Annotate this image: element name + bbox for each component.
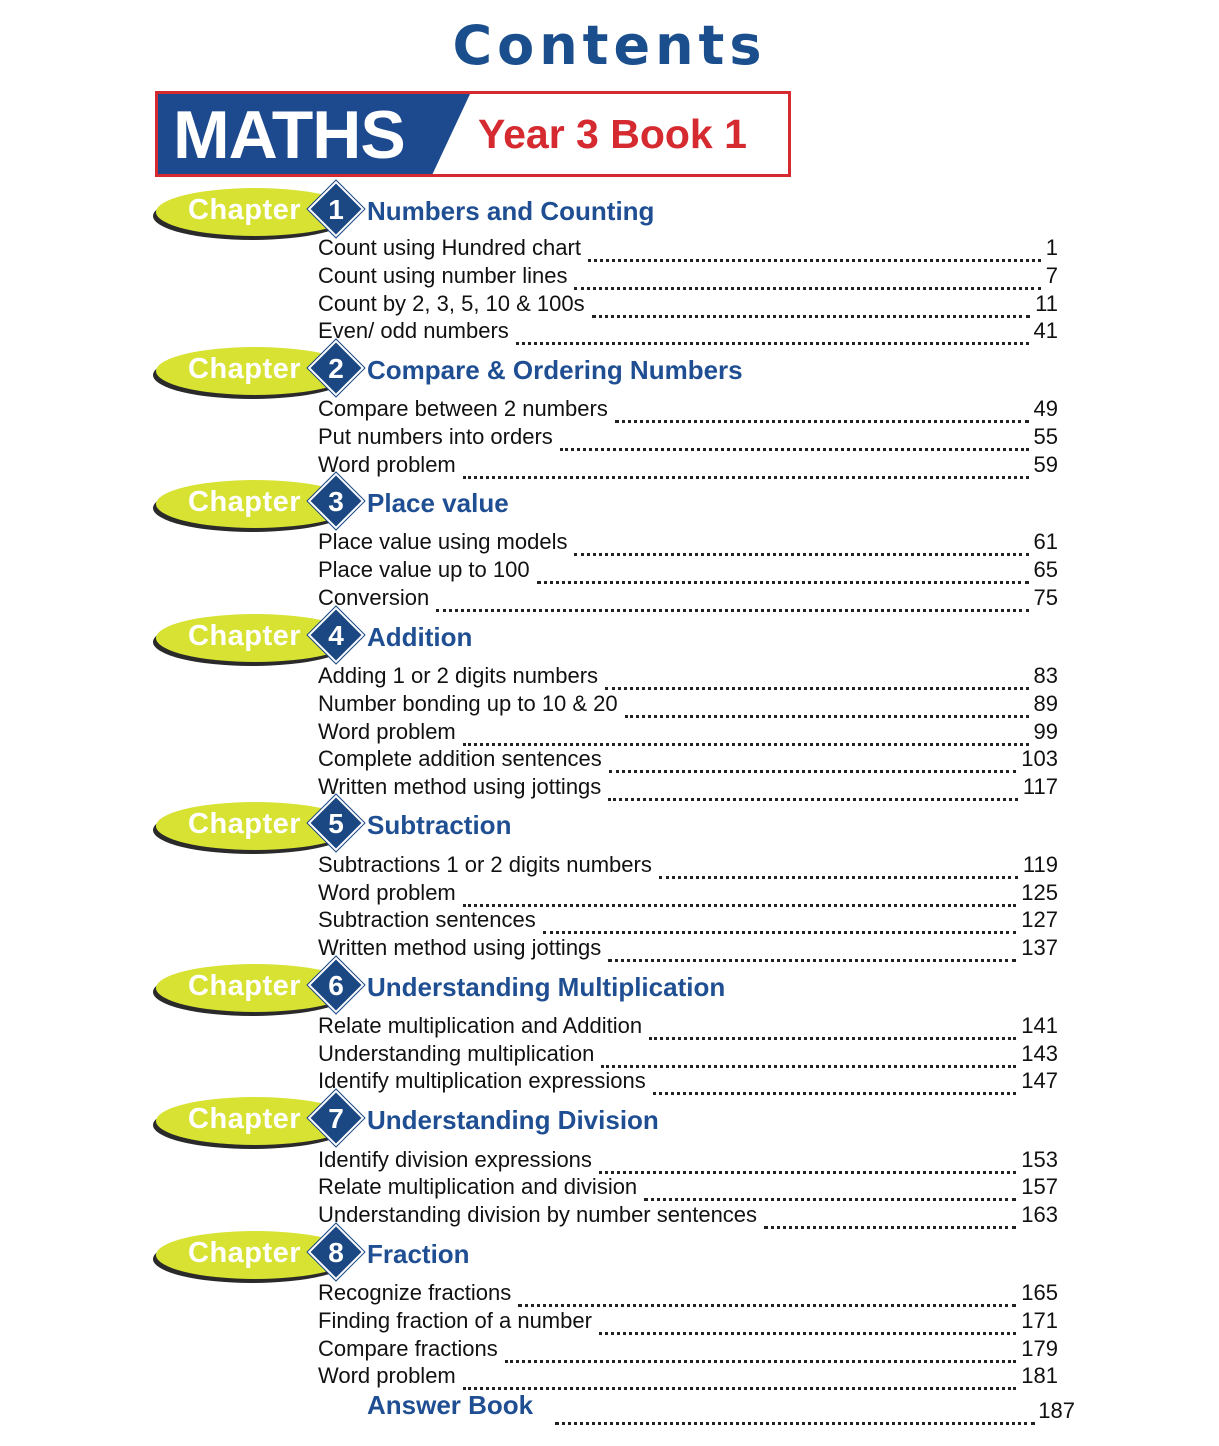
- entry-page: 143: [1021, 1041, 1058, 1066]
- entry-page: 117: [1022, 774, 1058, 799]
- entry-label: Put numbers into orders: [318, 424, 553, 449]
- entry-page: 181: [1021, 1363, 1058, 1388]
- entry-page: 163: [1021, 1202, 1058, 1227]
- chapter-number: 8: [328, 1237, 344, 1268]
- dot-leader: [555, 1402, 1035, 1425]
- entry-page: 119: [1022, 852, 1058, 877]
- toc-entry[interactable]: [318, 879, 1058, 907]
- toc-entry[interactable]: [318, 773, 1058, 801]
- dot-leader: [516, 322, 1029, 345]
- toc-entry[interactable]: [318, 584, 1058, 612]
- chapter-header: [154, 962, 854, 1018]
- dot-leader: [543, 911, 1017, 934]
- entry-label: Count using Hundred chart: [318, 235, 581, 260]
- chapter-number: 1: [328, 194, 344, 225]
- entry-page: 59: [1033, 452, 1058, 477]
- toc-entry[interactable]: [318, 234, 1058, 262]
- chapter-word: Chapter: [188, 353, 302, 385]
- chapter-title[interactable]: Compare & Ordering Numbers: [367, 355, 743, 385]
- chapter-header: [154, 478, 854, 534]
- entry-page: 103: [1021, 746, 1058, 771]
- book-banner: [155, 91, 791, 177]
- entry-label: Understanding division by number sentences: [318, 1202, 758, 1227]
- entry-page: 1: [1045, 235, 1058, 260]
- entry-label: Count using number lines: [318, 263, 568, 288]
- toc-entry[interactable]: [318, 395, 1058, 423]
- chapter-word: Chapter: [188, 1237, 302, 1269]
- dot-leader: [463, 884, 1017, 907]
- entry-page: 171: [1021, 1308, 1058, 1333]
- toc-entry[interactable]: [318, 317, 1058, 345]
- chapter-title[interactable]: Addition: [367, 622, 473, 652]
- dot-leader: [644, 1178, 1016, 1201]
- chapter-title[interactable]: Numbers and Counting: [367, 196, 655, 226]
- entry-label: Compare fractions: [318, 1336, 498, 1361]
- entry-label: Word problem: [318, 1363, 456, 1388]
- dot-leader: [588, 239, 1041, 262]
- dot-leader: [615, 400, 1029, 423]
- entry-page: 153: [1021, 1147, 1058, 1172]
- dot-leader: [463, 456, 1029, 479]
- entry-page: 55: [1033, 424, 1058, 449]
- dot-leader: [649, 1017, 1016, 1040]
- dot-leader: [625, 695, 1029, 718]
- entry-page: 125: [1021, 880, 1058, 905]
- entry-label: Word problem: [318, 452, 456, 477]
- chapter-number: 5: [328, 808, 344, 839]
- toc-entry[interactable]: [318, 290, 1058, 318]
- entry-label: Identify division expressions: [318, 1147, 592, 1172]
- entry-page: 147: [1021, 1068, 1058, 1093]
- dot-leader: [609, 750, 1017, 773]
- dot-leader: [608, 939, 1016, 962]
- toc-entry[interactable]: [318, 451, 1058, 479]
- toc-entry[interactable]: [318, 1307, 1058, 1335]
- entry-page: 157: [1021, 1174, 1058, 1199]
- toc-entry[interactable]: [318, 1173, 1058, 1201]
- chapter-word: Chapter: [188, 194, 302, 226]
- chapter-word: Chapter: [188, 486, 302, 518]
- toc-entry[interactable]: [318, 423, 1058, 451]
- entry-label: Even/ odd numbers: [318, 318, 509, 343]
- chapter-title[interactable]: Understanding Division: [367, 1105, 659, 1135]
- dot-leader: [518, 1284, 1016, 1307]
- toc-entry[interactable]: [318, 1067, 1058, 1095]
- toc-entry[interactable]: [318, 262, 1058, 290]
- toc-entry[interactable]: [318, 690, 1058, 718]
- chapter-header: [154, 800, 854, 856]
- entry-page: 7: [1045, 263, 1058, 288]
- answer-book-page: 187: [1038, 1398, 1075, 1423]
- toc-entry[interactable]: [318, 718, 1058, 746]
- toc-entry[interactable]: [318, 851, 1058, 879]
- entry-label: Written method using jottings: [318, 774, 602, 799]
- toc-entry[interactable]: [318, 1362, 1058, 1390]
- entry-page: 89: [1033, 691, 1058, 716]
- dot-leader: [505, 1340, 1017, 1363]
- chapter-word: Chapter: [188, 620, 302, 652]
- chapter-title[interactable]: Understanding Multiplication: [367, 972, 726, 1002]
- entry-label: Understanding multiplication: [318, 1041, 595, 1066]
- entry-label: Number bonding up to 10 & 20: [318, 691, 618, 716]
- chapter-header: [154, 1229, 854, 1285]
- dot-leader: [574, 267, 1040, 290]
- entry-label: Subtractions 1 or 2 digits numbers: [318, 852, 652, 877]
- entry-page: 75: [1033, 585, 1058, 610]
- entry-page: 165: [1021, 1280, 1058, 1305]
- entry-page: 49: [1033, 396, 1058, 421]
- entry-label: Word problem: [318, 719, 456, 744]
- entry-page: 11: [1035, 291, 1058, 316]
- chapter-number: 3: [328, 486, 344, 517]
- entry-label: Identify multiplication expressions: [318, 1068, 646, 1093]
- entry-label: Place value using models: [318, 529, 568, 554]
- dot-leader: [463, 1367, 1017, 1390]
- toc-entry[interactable]: [318, 1201, 1058, 1229]
- dot-leader: [599, 1151, 1016, 1174]
- chapter-number: 2: [328, 353, 344, 384]
- entry-label: Written method using jottings: [318, 935, 602, 960]
- chapter-header: [154, 345, 854, 401]
- chapter-number: 4: [328, 620, 344, 651]
- entry-page: 65: [1033, 557, 1058, 582]
- toc-entry[interactable]: [318, 1279, 1058, 1307]
- entry-label: Relate multiplication and division: [318, 1174, 638, 1199]
- entry-label: Compare between 2 numbers: [318, 396, 608, 421]
- chapter-title[interactable]: Fraction: [367, 1239, 470, 1269]
- entry-label: Recognize fractions: [318, 1280, 512, 1305]
- chapter-title[interactable]: Place value: [367, 488, 509, 518]
- chapter-number: 6: [328, 970, 344, 1001]
- dot-leader: [608, 778, 1018, 801]
- dot-leader: [659, 856, 1018, 879]
- dot-leader: [537, 561, 1029, 584]
- dot-leader: [764, 1206, 1016, 1229]
- dot-leader: [601, 1045, 1016, 1068]
- chapter-number: 7: [328, 1103, 344, 1134]
- chapter-header: [154, 612, 854, 668]
- chapter-title[interactable]: Subtraction: [367, 810, 512, 840]
- dot-leader: [653, 1072, 1017, 1095]
- dot-leader: [574, 533, 1028, 556]
- dot-leader: [560, 428, 1029, 451]
- toc-entry[interactable]: [318, 1335, 1058, 1363]
- dot-leader: [599, 1312, 1016, 1335]
- entry-label: Relate multiplication and Addition: [318, 1013, 643, 1038]
- toc-entry[interactable]: [318, 556, 1058, 584]
- toc-entry[interactable]: [318, 934, 1058, 962]
- toc-entry[interactable]: [318, 906, 1058, 934]
- toc-entry[interactable]: [318, 662, 1058, 690]
- entry-label: Subtraction sentences: [318, 907, 536, 932]
- dot-leader: [592, 295, 1031, 318]
- entry-page: 61: [1033, 529, 1058, 554]
- toc-entry[interactable]: [318, 1012, 1058, 1040]
- entry-label: Complete addition sentences: [318, 746, 602, 771]
- toc-entry[interactable]: [318, 1040, 1058, 1068]
- dot-leader: [605, 667, 1028, 690]
- chapter-header: [154, 1095, 854, 1151]
- entry-label: Word problem: [318, 880, 456, 905]
- chapter-word: Chapter: [188, 970, 302, 1002]
- toc-entry[interactable]: [318, 1146, 1058, 1174]
- toc-entry[interactable]: [318, 528, 1058, 556]
- entry-page: 127: [1021, 907, 1058, 932]
- entry-page: 41: [1033, 318, 1058, 343]
- dot-leader: [463, 723, 1029, 746]
- page-title: Contents: [452, 14, 767, 77]
- entry-label: Finding fraction of a number: [318, 1308, 592, 1333]
- toc-entry[interactable]: [318, 745, 1058, 773]
- answer-book-entry[interactable]: [555, 1397, 1075, 1425]
- entry-label: Conversion: [318, 585, 430, 610]
- entry-page: 179: [1021, 1336, 1058, 1361]
- banner-level: Year 3 Book 1: [478, 111, 747, 157]
- chapter-word: Chapter: [188, 808, 302, 840]
- dot-leader: [436, 589, 1028, 612]
- entry-page: 141: [1021, 1013, 1058, 1038]
- entry-page: 83: [1033, 663, 1058, 688]
- banner-subject: MATHS: [173, 97, 405, 173]
- answer-book-label[interactable]: Answer Book: [367, 1390, 534, 1420]
- entry-label: Adding 1 or 2 digits numbers: [318, 663, 599, 688]
- entry-page: 99: [1033, 719, 1058, 744]
- entry-label: Place value up to 100: [318, 557, 530, 582]
- entry-label: Count by 2, 3, 5, 10 & 100s: [318, 291, 585, 316]
- entry-page: 137: [1021, 935, 1058, 960]
- chapter-word: Chapter: [188, 1103, 302, 1135]
